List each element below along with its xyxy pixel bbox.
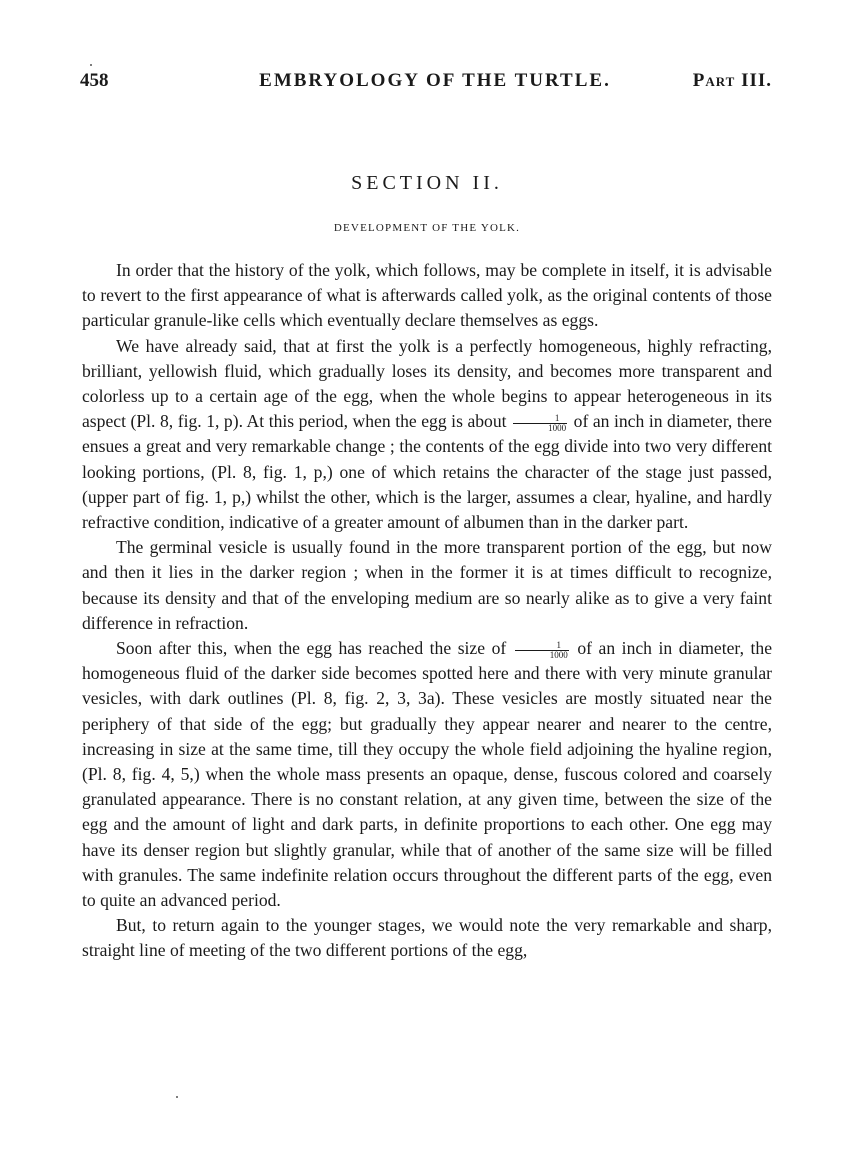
fraction-denominator: 1000 bbox=[549, 649, 568, 660]
stray-mark-top bbox=[90, 64, 92, 66]
paragraph-2 bbox=[82, 334, 772, 536]
paragraph-5-text: But, to return again to the younger stages, we would note the very remarkable and sharp, straight line of meeting of the two different portions of the egg, bbox=[82, 915, 772, 961]
paragraph-2-text-before: We have already said, that at first the yolk is a perfectly homogeneous, highly refracting, brilliant, yellowish fluid, which gradually loses its density, and becomes more transparent and colorless up to a certain age of the egg, when the whole begins to appear heterogeneous in its aspect (Pl. 8, fig. 1, p). At this period, when the egg is about bbox=[82, 335, 772, 432]
page-number: 458 bbox=[80, 70, 109, 91]
body-text bbox=[82, 258, 772, 964]
fraction-one-thousandth bbox=[513, 414, 567, 433]
running-title: EMBRYOLOGY OF THE TURTLE. bbox=[259, 70, 611, 91]
fraction-denominator: 1000 bbox=[548, 422, 567, 433]
fraction-one-thousandth bbox=[515, 641, 569, 660]
paragraph-4-text-before: Soon after this, when the egg has reached the size of bbox=[116, 638, 507, 659]
paragraph-5 bbox=[82, 913, 772, 963]
fraction-numerator: 1 bbox=[513, 414, 567, 424]
paragraph-2-text-after: of an inch in diameter, there ensues a great and very remarkable change ; the contents of the egg divide into two very different looking portions, (Pl. 8, fig. 1, p,) one of which retains the character of the stage just passed, (upper part of fig. 1, p,) whilst the other, which is the larger, assumes a clear, hyaline, and hardly refractive condition, indicative of a greater amount of albumen than in the darker part. bbox=[82, 411, 772, 533]
fraction-numerator: 1 bbox=[515, 641, 569, 651]
paragraph-1 bbox=[82, 258, 772, 334]
paragraph-3-text: The germinal vesicle is usually found in the more transparent portion of the egg, but now and then it lies in the darker region ; when in the former it is at times difficult to recognize, because its density and that of the enveloping medium are so nearly alike as to give a very faint difference in refraction. bbox=[82, 537, 772, 633]
paragraph-4-text-after: of an inch in diameter, the homogeneous fluid of the darker side becomes spotted here and there with very minute granular vesicles, with dark outlines (Pl. 8, fig. 2, 3, 3a). These vesicles are mostly situated near the periphery of that side of the egg; but gradually they appear nearer and nearer to the centre, increasing in size at the same time, till they occupy the whole field adjoining the hyaline region, (Pl. 8, fig. 4, 5,) when the whole mass presents an opaque, dense, fuscous colored and coarsely granulated appearance. There is no constant relation, at any given time, between the size of the egg and the amount of light and dark parts, in definite proportions to each other. One egg may have its denser region but slightly granular, while that of another of the same size will be filled with granules. The same indefinite relation occurs throughout the different parts of the egg, even to quite an advanced period. bbox=[82, 638, 772, 911]
paragraph-3 bbox=[82, 535, 772, 636]
paragraph-1-text: In order that the history of the yolk, which follows, may be complete in itself, it is advisable to revert to the first appearance of what is afterwards called yolk, as the original contents of those particular granule-like cells which eventually declare themselves as eggs. bbox=[82, 260, 772, 331]
paragraph-4 bbox=[82, 636, 772, 913]
part-label: Part III. bbox=[692, 70, 772, 91]
section-heading: SECTION II. bbox=[351, 172, 503, 194]
stray-mark-bottom bbox=[176, 1096, 178, 1098]
running-header bbox=[82, 70, 772, 94]
section-subheading: DEVELOPMENT OF THE YOLK. bbox=[333, 222, 521, 234]
